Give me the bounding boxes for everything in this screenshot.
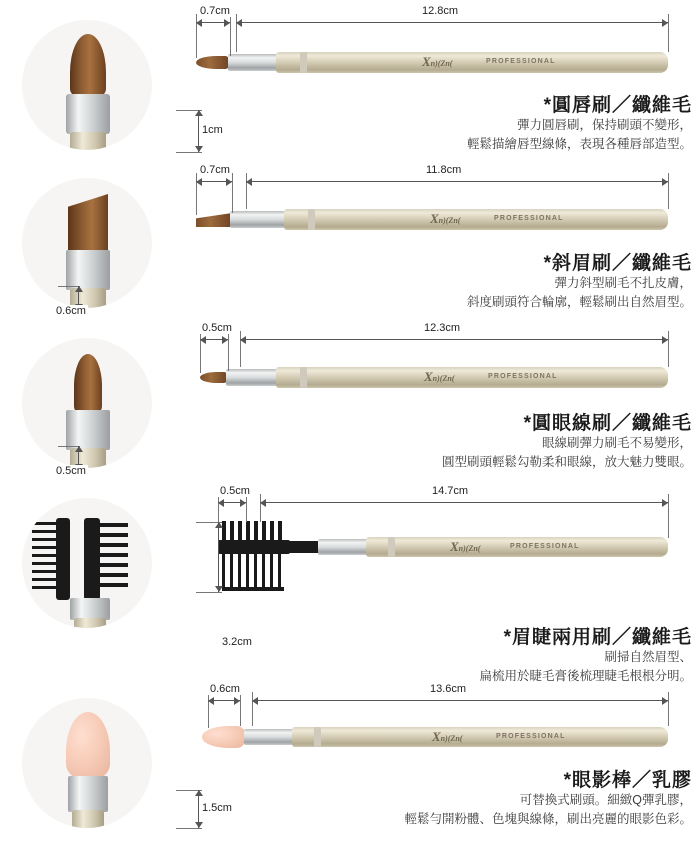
product-desc-line1-dual-brush: 刷掃自然眉型、 (604, 650, 692, 664)
detail-photo-eyeshadow-sponge (22, 698, 152, 828)
brush-bristles-detail (98, 520, 130, 598)
dim-label-head-width-4: 0.5cm (220, 485, 250, 497)
handle-detail (72, 810, 104, 828)
brush-head-round-eyeliner (200, 372, 228, 383)
dim-tick-bottom-1c (176, 152, 202, 153)
product-desc-line2-dual-brush: 扁梳用於睫毛膏後梳理睫毛根根分明。 (479, 669, 692, 683)
detail-photo-brow-lash-dual-brush (22, 498, 152, 628)
brand-initial: X (450, 539, 459, 554)
brand-tagline-round-lip: PROFESSIONAL (486, 58, 556, 65)
ferrule-dual-brush (318, 539, 370, 555)
brand-tagline-dual-brush: PROFESSIONAL (510, 543, 580, 550)
handle-seam-dual-brush (388, 537, 395, 557)
dim-label-detail-height-1: 1cm (202, 124, 223, 136)
dim-line-head-width-4 (218, 502, 246, 503)
comb-teeth-detail (32, 520, 58, 598)
detail-photo-round-lip-brush (22, 20, 152, 150)
dim-label-head-width-3: 0.5cm (202, 322, 232, 334)
dim-label-total-length-3: 12.3cm (424, 322, 461, 334)
detail-photo-round-eyeliner-brush (22, 338, 152, 468)
ferrule-detail (66, 94, 110, 134)
brand-tagline-round-eyeliner: PROFESSIONAL (488, 373, 558, 380)
product-title-dual-brush: *眉睫兩用刷／纖維毛 (503, 627, 692, 648)
brand-rest: n)(Zn( (458, 544, 481, 553)
product-desc-line1-applicator: 可替換式刷頭。細緻Q彈乳膠， (519, 793, 692, 807)
dual-head-bristles (220, 521, 288, 541)
dim-line-total-length-4 (260, 502, 668, 503)
handle-seam-round-lip (300, 52, 307, 73)
brand-logo-angled-brow (430, 210, 460, 228)
handle-angled-brow (284, 209, 668, 230)
dim-line-total-length-2 (246, 181, 668, 182)
brand-rest: n)(Zn( (430, 59, 453, 68)
ferrule-detail (68, 776, 108, 812)
brand-rest: n)(Zn( (440, 734, 463, 743)
handle-round-eyeliner (276, 367, 668, 388)
ferrule-detail (66, 250, 110, 290)
product-desc-line2-angled-brow: 斜度刷頭符合輪廓，輕鬆刷出自然眉型。 (466, 295, 692, 309)
dim-line-total-length-3 (240, 339, 668, 340)
brand-logo-applicator (432, 728, 462, 746)
dim-label-head-width-1: 0.7cm (200, 5, 230, 17)
dual-head-neck (288, 541, 320, 553)
dim-tick-right-5b (668, 692, 669, 726)
detail-photo-angled-brow-brush (22, 178, 152, 308)
dim-label-detail-height-4: 3.2cm (222, 636, 252, 648)
dim-tick-right-1b (668, 14, 669, 52)
brand-logo-round-eyeliner (424, 368, 454, 386)
dim-tick-bottom-4c (196, 592, 222, 593)
dim-tick-right-4a (246, 494, 247, 522)
brand-initial: X (422, 54, 431, 69)
brand-initial: X (430, 211, 439, 226)
dim-label-detail-height-2: 0.6cm (56, 305, 86, 317)
dim-tick-right-5a (240, 692, 241, 726)
product-title-round-lip: *圓唇刷／纖維毛 (543, 95, 692, 116)
dim-line-detail-height-5 (198, 790, 199, 828)
dim-label-detail-height-5: 1.5cm (202, 802, 232, 814)
dim-label-total-length-4: 14.7cm (432, 485, 469, 497)
brand-logo-dual-brush (450, 538, 480, 556)
product-desc-line2-round-eyeliner: 圓型刷頭輕鬆勾勒柔和眼線，放大魅力雙眼。 (441, 455, 692, 469)
dual-head-spine (218, 540, 290, 554)
dim-line-detail-height-1 (198, 110, 199, 152)
dim-label-detail-height-3: 0.5cm (56, 465, 86, 477)
handle-seam-angled-brow (308, 209, 315, 230)
brush-head-angled-brow (196, 213, 232, 227)
dim-tick-right-4b (668, 494, 669, 538)
brand-initial: X (432, 729, 441, 744)
dim-line-head-width-3 (200, 339, 228, 340)
brush-head-round-lip (196, 56, 230, 69)
dim-tick-right-2a (232, 173, 233, 213)
dim-tick-right-3b (668, 331, 669, 367)
brand-rest: n)(Zn( (432, 374, 455, 383)
product-desc-line2-applicator: 輕鬆勻開粉體、色塊與線條，刷出亮麗的眼影色彩。 (404, 812, 692, 826)
ferrule-detail (70, 598, 110, 620)
product-desc-line2-round-lip: 輕鬆描繪唇型線條，表現各種唇部造型。 (466, 137, 692, 151)
product-title-round-eyeliner: *圓眼線刷／纖維毛 (523, 413, 692, 434)
dim-tick-right-3a (228, 331, 229, 371)
dim-line-total-length-5 (252, 700, 668, 701)
dim-label-head-width-2: 0.7cm (200, 164, 230, 176)
handle-detail (74, 618, 106, 628)
product-desc-line1-angled-brow: 彈力斜型刷毛不扎皮膚， (554, 276, 692, 290)
ferrule-round-eyeliner (226, 369, 278, 386)
product-title-applicator: *眼影棒／乳膠 (563, 770, 692, 791)
dual-head-comb-teeth (220, 553, 288, 591)
handle-detail (70, 132, 106, 150)
dim-label-total-length-1: 12.8cm (422, 5, 459, 17)
ferrule-detail (66, 410, 110, 450)
brand-logo-round-lip (422, 53, 452, 71)
handle-seam-round-eyeliner (300, 367, 307, 388)
brush-head-detail (70, 34, 106, 96)
sponge-tip-applicator (202, 726, 246, 748)
brush-head-detail (68, 194, 108, 252)
handle-seam-applicator (314, 727, 321, 747)
dim-line-head-width-1 (196, 22, 230, 23)
ferrule-angled-brow (230, 211, 286, 228)
dim-line-detail-height-4 (218, 522, 219, 592)
dim-tick-right-1a (230, 14, 231, 56)
brand-tagline-angled-brow: PROFESSIONAL (494, 215, 564, 222)
sponge-tip-detail (66, 712, 110, 778)
dim-line-total-length-1 (236, 22, 668, 23)
brand-initial: X (424, 369, 433, 384)
dim-line-head-width-2 (196, 181, 232, 182)
ferrule-applicator (244, 729, 296, 745)
brand-tagline-applicator: PROFESSIONAL (496, 733, 566, 740)
dim-tick-right-2b (668, 173, 669, 209)
brush-head-detail (74, 354, 102, 412)
dim-label-head-width-5: 0.6cm (210, 683, 240, 695)
dim-label-total-length-5: 13.6cm (430, 683, 467, 695)
ferrule-round-lip (228, 54, 278, 71)
dim-label-total-length-2: 11.8cm (426, 164, 462, 176)
comb-spine-detail (56, 518, 70, 600)
product-desc-line1-round-lip: 彈力圓唇刷，保持刷頭不變形， (516, 118, 692, 132)
handle-applicator (292, 727, 668, 747)
dim-tick-bottom-5c (176, 828, 202, 829)
product-title-angled-brow: *斜眉刷／纖維毛 (543, 253, 692, 274)
handle-round-lip (276, 52, 668, 73)
product-desc-line1-round-eyeliner: 眼線刷彈力刷毛不易變形， (541, 436, 692, 450)
dim-line-head-width-5 (208, 700, 240, 701)
brand-rest: n)(Zn( (438, 216, 461, 225)
